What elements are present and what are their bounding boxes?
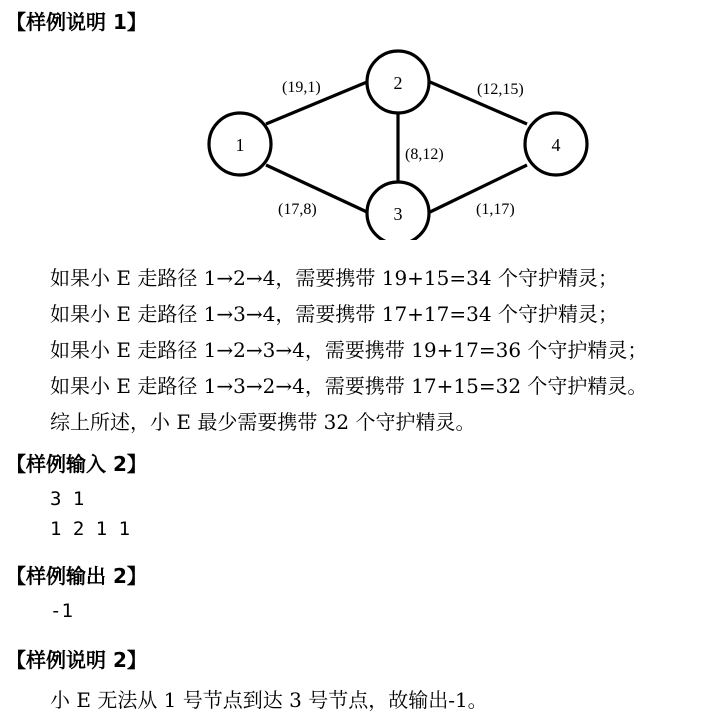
section-heading-sample-input-2: 【样例输入 2】 [6,452,147,476]
edge-label-3-4: (1,17) [476,201,515,218]
edge-label-1-3: (17,8) [278,201,317,218]
section-heading-sample-explanation-2: 【样例说明 2】 [6,648,147,672]
node-1-label: 1 [235,135,245,155]
edge-label-1-2: (19,1) [282,79,321,96]
explanation-line-1: 如果小 E 走路径 1→2→4，需要携带 19+15=34 个守护精灵； [50,266,618,290]
section-heading-sample-output-2: 【样例输出 2】 [6,564,147,588]
node-4-label: 4 [551,135,561,155]
explanation-line-3: 如果小 E 走路径 1→2→3→4，需要携带 19+17=36 个守护精灵； [50,338,648,362]
sample-input-line-2: 1 2 1 1 [50,518,131,540]
explanation-2-text: 小 E 无法从 1 号节点到达 3 号节点，故输出-1。 [50,688,488,712]
edge-label-2-4: (12,15) [477,81,524,98]
node-3-label: 3 [393,204,403,224]
edge-label-2-3: (8,12) [405,146,444,163]
graph-diagram [0,0,711,240]
sample-input-line-1: 3 1 [50,488,85,510]
section-heading-sample-explanation-1: 【样例说明 1】 [6,10,147,34]
explanation-line-2: 如果小 E 走路径 1→3→4，需要携带 17+17=34 个守护精灵； [50,302,618,326]
node-2-label: 2 [393,73,403,93]
explanation-line-4: 如果小 E 走路径 1→3→2→4，需要携带 17+15=32 个守护精灵。 [50,374,648,398]
sample-output-line-1: -1 [50,600,73,622]
explanation-conclusion: 综上所述，小 E 最少需要携带 32 个守护精灵。 [50,410,476,434]
